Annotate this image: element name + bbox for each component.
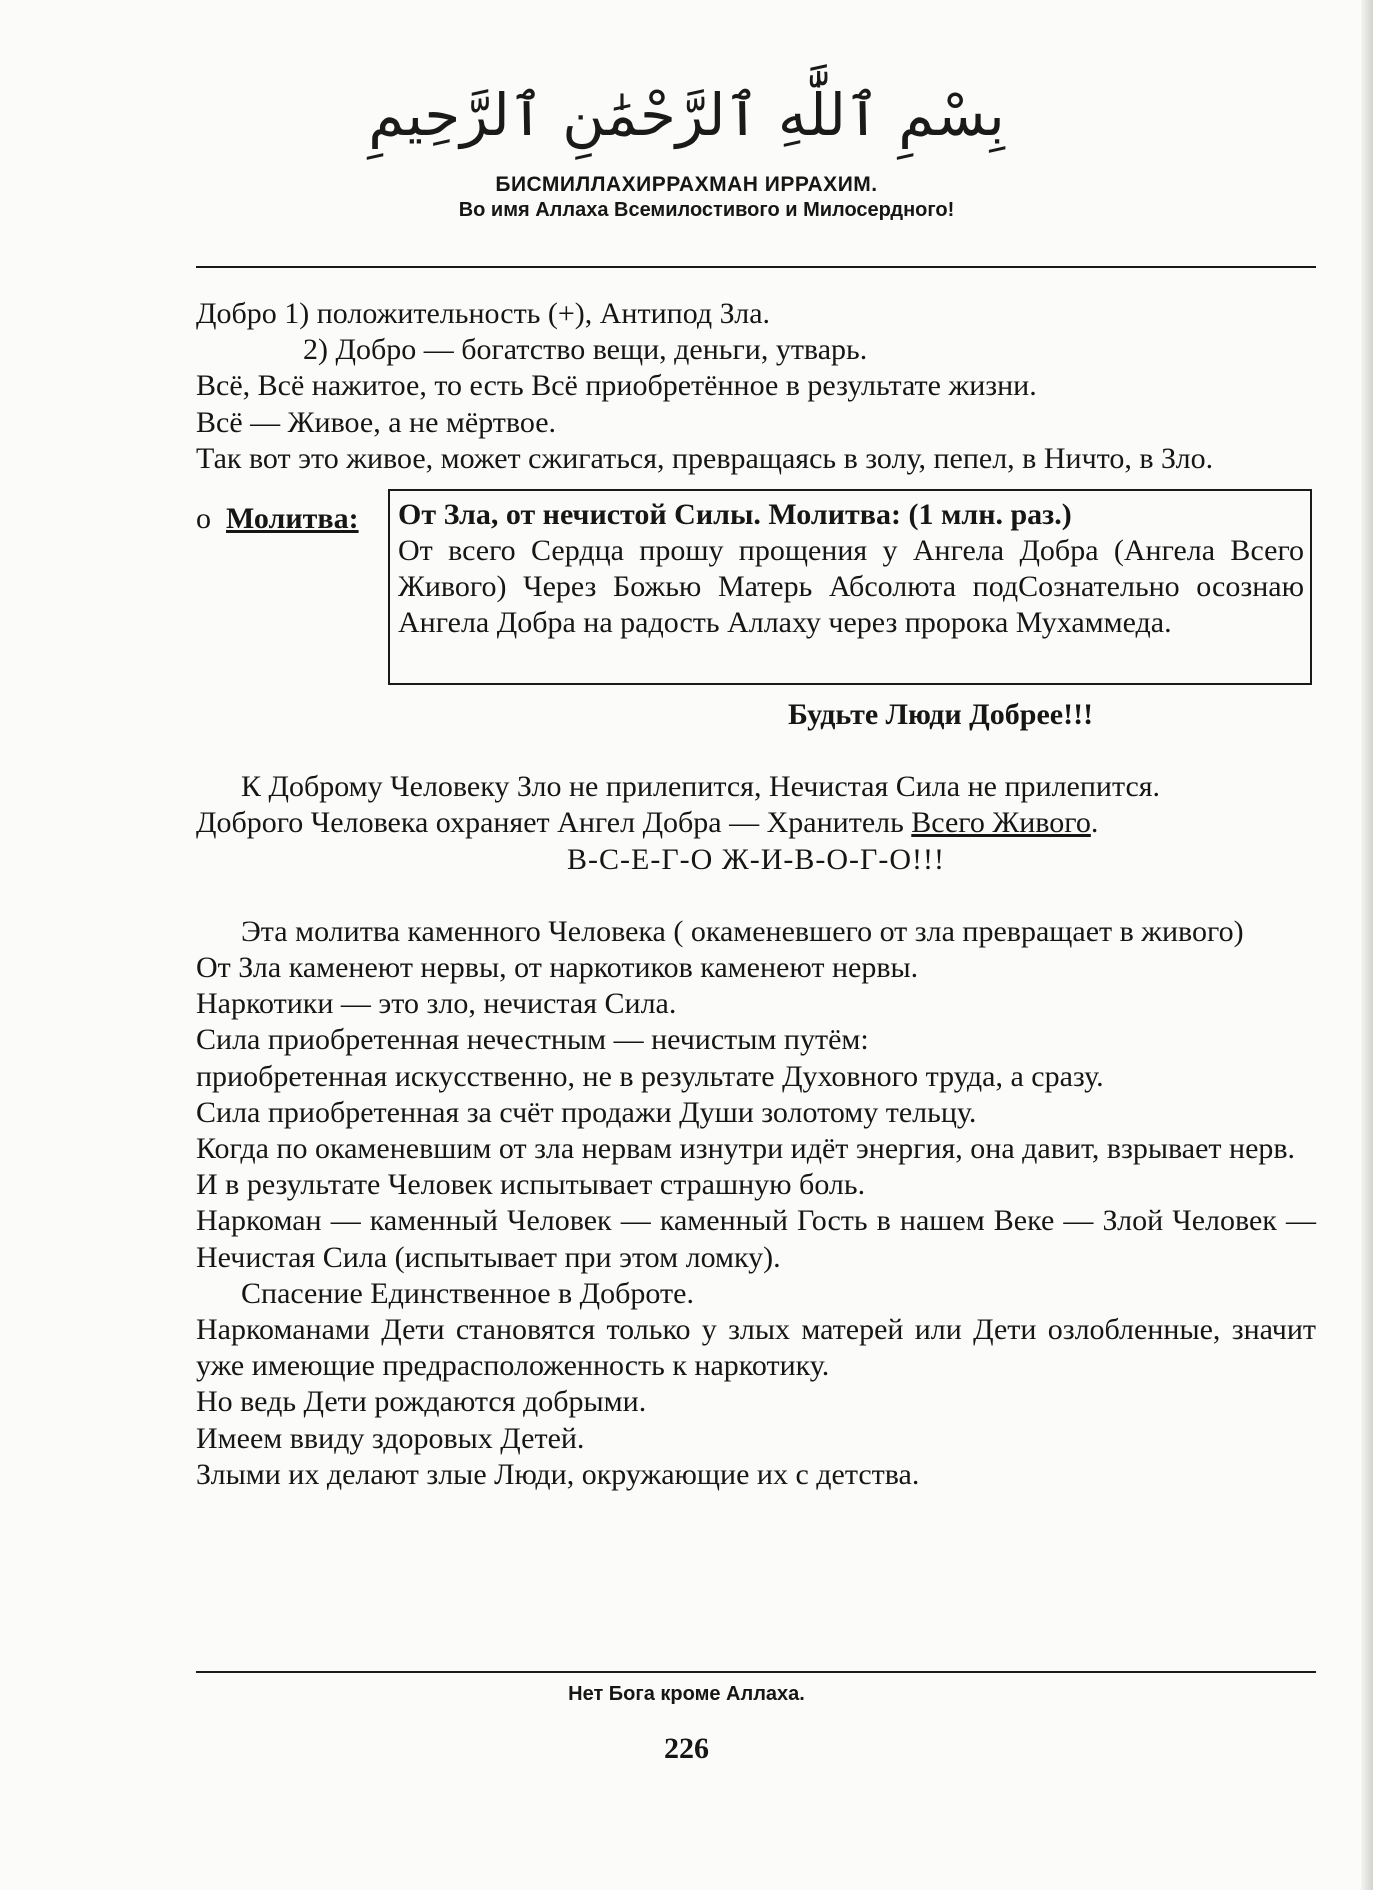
footer-divider [196,1671,1316,1673]
section2-line: От Зла каменеют нервы, от наркотиков каменеют нервы. [196,951,919,985]
section2-line: Сила приобретенная нечестным — нечистым путём: [196,1023,869,1057]
header-subtitle: Во имя Аллаха Всемилостивого и Милосердного! [458,199,955,221]
footer-text: Нет Бога кроме Аллаха. [568,1683,805,1705]
section1-paragraph: К Доброму Человеку Зло не прилепится, Нечистая Сила не прилепится. [241,770,1161,804]
prayer-label-text: Молитва: [226,502,359,536]
bismillah-calligraphy: بِسْمِ ٱللَّٰهِ ٱلرَّحْمَٰنِ ٱلرَّحِيمِ [368,81,1005,149]
page-body [196,296,1316,1493]
spaced-emphasis: В-С-Е-Г-О Ж-И-В-О-Г-О!!! [567,842,945,876]
section2-line: Злыми их делают злые Люди, окружающие их с детства. [196,1457,920,1491]
page-header [0,72,1373,222]
section2-line: приобретенная искусственно, не в результате Духовного труда, а сразу. [196,1059,1104,1093]
intro-line: Так вот это живое, может сжигаться, превращаясь в золу, пепел, в Ничто, в Зло. [196,441,1214,475]
section1-paragraph [196,805,1316,841]
guardian-text: Доброго Человека охраняет Ангел Добра — Хранитель [196,806,912,840]
intro-line: Всё, Всё нажитое, то есть Всё приобретённое в результате жизни. [196,369,1037,403]
prayer-label [196,501,359,537]
prayer-section [196,489,1316,691]
header-divider [196,266,1316,268]
intro-line: 2) Добро — богатство вещи, деньги, утварь. [303,333,868,367]
section2-line: Но ведь Дети рождаются добрыми. [196,1385,647,1419]
section2-line: Сила приобретенная за счёт продажи Души золотому тельцу. [196,1095,977,1129]
paragraph-gap [196,878,1316,914]
all-living-underlined: Всего Живого [911,806,1091,840]
guardian-text-end: . [1090,806,1099,840]
prayer-title: От Зла, от нечистой Силы. Молитва: (1 млн. раз.) [398,498,1072,532]
section2-line: Наркотики — это зло, нечистая Сила. [196,987,677,1021]
paragraph-gap [196,733,1316,769]
prayer-box [388,489,1312,685]
section2-line: Эта молитва каменного Человека ( окаменевшего от зла превращает в живого) [241,914,1244,948]
intro-line: Всё — Живое, а не мёртвое. [196,405,557,439]
bullet-icon: o [196,502,211,536]
section2-line: Имеем ввиду здоровых Детей. [196,1421,585,1455]
section2-line: Наркоман — каменный Человек — каменный Гость в нашем Веке — Злой Человек — Нечистая Сила (испытывает при этом ломку). [196,1204,1316,1274]
section2-line: И в результате Человек испытывает страшную боль. [196,1168,866,1202]
intro-line: Добро 1) положительность (+), Антипод Зла. [196,297,771,330]
closing-exclamation: Будьте Люди Добрее!!! [788,698,1094,732]
section2-line: Спасение Единственное в Доброте. [241,1276,694,1310]
header-title: БИСМИЛЛАХИРРАХМАН ИРРАХИМ. [495,173,878,196]
section2-line: Когда по окаменевшим от зла нервам изнутри идёт энергия, она давит, взрывает нерв. [196,1132,1296,1166]
page-number: 226 [664,1732,709,1765]
page-spine-shadow [1361,0,1373,1890]
prayer-text: От всего Сердца прошу прощения у Ангела Добра (Ангела Всего Живого) Через Божью Матерь Абсолюта подСознательно осознаю Ангела Добра на радость Аллаху через пророка Мухаммеда. [398,534,1304,640]
section2-line: Наркоманами Дети становятся только у злых матерей или Дети озлобленные, значит уже имеющие предрасположенность к наркотику. [196,1313,1316,1383]
